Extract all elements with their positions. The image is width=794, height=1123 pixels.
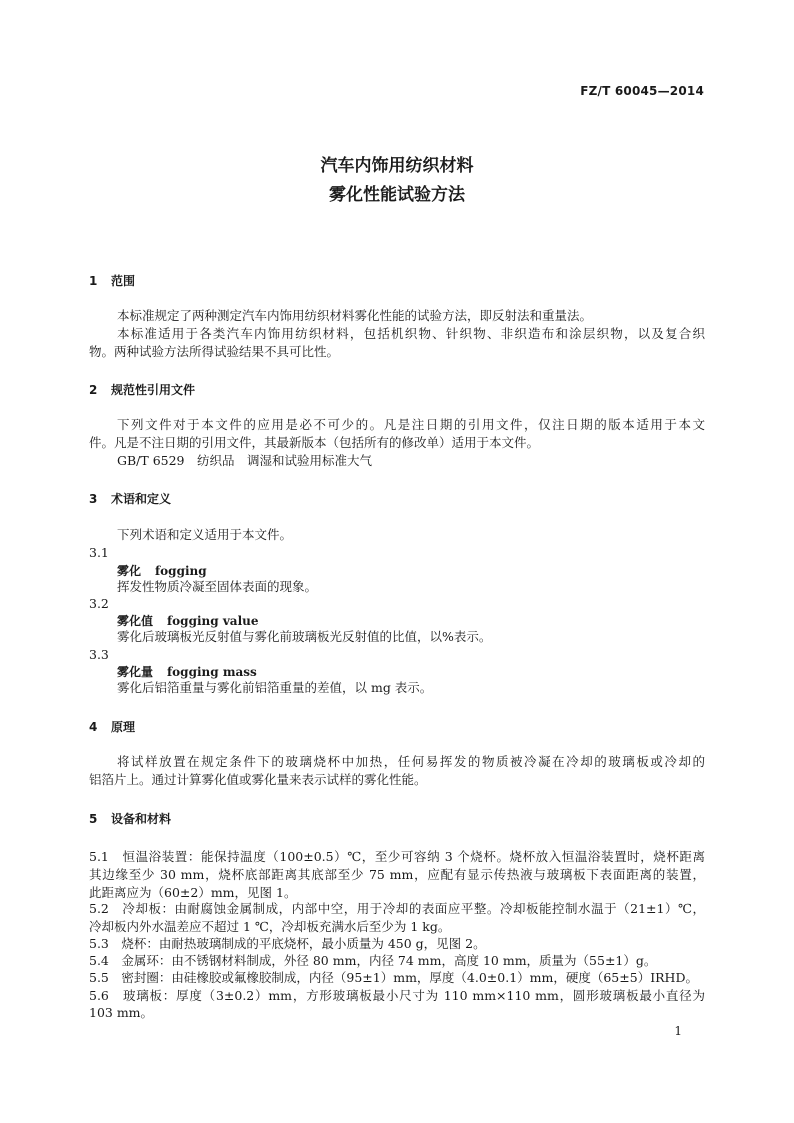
section-1-heading bbox=[89, 272, 135, 289]
clause-5-4: 5.4 金属环：由不锈钢材料制成，外径 80 mm，内径 74 mm，高度 10 mm，质量为（55±1）g。 bbox=[89, 953, 657, 968]
term-definition: 雾化后铝箔重量与雾化前铝箔重量的差值，以 mg 表示。 bbox=[117, 680, 433, 695]
clause-5-1-cont: 其边缘至少 30 mm，烧杯底部距离其底部至少 75 mm，应配有显示传热液与玻璃板下表面距离的装置， bbox=[89, 867, 705, 882]
reference-item: GB/T 6529 纺织品 调湿和试验用标准大气 bbox=[117, 453, 373, 468]
term-definition: 挥发性物质冷凝至固体表面的现象。 bbox=[117, 579, 318, 594]
clause-number: 3.2 bbox=[89, 596, 109, 611]
clause-5-1: 5.1 恒温浴装置：能保持温度（100±0.5）℃，至少可容纳 3 个烧杯。烧杯放入恒温浴装置时，烧杯距离 bbox=[89, 849, 705, 864]
paragraph: 将试样放置在规定条件下的玻璃烧杯中加热，任何易挥发的物质被冷凝在冷却的玻璃板或冷却的 bbox=[117, 754, 705, 769]
standard-code: FZ/T 60045—2014 bbox=[580, 84, 704, 98]
term-en: fogging mass bbox=[167, 665, 257, 679]
section-title: 范围 bbox=[111, 274, 136, 288]
section-title: 规范性引用文件 bbox=[111, 383, 196, 397]
clause-5-5: 5.5 密封圈：由硅橡胶或氟橡胶制成，内径（95±1）mm，厚度（4.0±0.1）mm，硬度（65±5）IRHD。 bbox=[89, 970, 698, 985]
section-5-heading bbox=[89, 810, 171, 827]
page-number: 1 bbox=[674, 1024, 682, 1038]
term-en: fogging bbox=[155, 564, 207, 578]
section-number: 5 bbox=[89, 812, 98, 826]
paragraph: 下列文件对于本文件的应用是必不可少的。凡是注日期的引用文件，仅注日期的版本适用于本文 bbox=[117, 417, 705, 432]
section-number: 4 bbox=[89, 720, 98, 734]
paragraph: 铝箔片上。通过计算雾化值或雾化量来表示试样的雾化性能。 bbox=[89, 772, 427, 787]
clause-5-2: 5.2 冷却板：由耐腐蚀金属制成，内部中空，用于冷却的表面应平整。冷却板能控制水温于（21±1）℃， bbox=[89, 901, 705, 916]
clause-5-6: 5.6 玻璃板：厚度（3±0.2）mm，方形玻璃板最小尺寸为 110 mm×110 mm，圆形玻璃板最小直径为 bbox=[89, 988, 705, 1003]
section-title: 设备和材料 bbox=[111, 812, 172, 826]
term-cn: 雾化值 bbox=[117, 614, 154, 628]
clause-5-3: 5.3 烧杯：由耐热玻璃制成的平底烧杯，最小质量为 450 g，见图 2。 bbox=[89, 936, 486, 951]
document-title-line2: 雾化性能试验方法 bbox=[329, 185, 465, 205]
section-title: 原理 bbox=[111, 720, 136, 734]
clause-number: 3.3 bbox=[89, 647, 109, 662]
term-cn: 雾化量 bbox=[117, 665, 154, 679]
clause-5-1-cont: 此距离应为（60±2）mm，见图 1。 bbox=[89, 885, 297, 900]
term-definition: 雾化后玻璃板光反射值与雾化前玻璃板光反射值的比值，以%表示。 bbox=[117, 629, 492, 644]
document-title-line1: 汽车内饰用纺织材料 bbox=[320, 156, 474, 176]
clause-5-6-cont: 103 mm。 bbox=[89, 1005, 154, 1020]
term-cn: 雾化 bbox=[117, 564, 142, 578]
paragraph: 下列术语和定义适用于本文件。 bbox=[117, 527, 293, 542]
clause-5-2-cont: 冷却板内外水温差应不超过 1 ℃，冷却板充满水后至少为 1 kg。 bbox=[89, 919, 451, 934]
section-2-heading bbox=[89, 381, 195, 398]
paragraph: 本标准适用于各类汽车内饰用纺织材料，包括机织物、针织物、非织造布和涂层织物，以及复合织 bbox=[117, 326, 705, 341]
section-title: 术语和定义 bbox=[111, 492, 172, 506]
section-3-heading bbox=[89, 490, 171, 507]
paragraph: 件。凡是不注日期的引用文件，其最新版本（包括所有的修改单）适用于本文件。 bbox=[89, 435, 540, 450]
section-number: 2 bbox=[89, 383, 98, 397]
paragraph: 物。两种试验方法所得试验结果不具可比性。 bbox=[89, 344, 340, 359]
section-number: 3 bbox=[89, 492, 98, 506]
term-en: fogging value bbox=[167, 614, 259, 628]
paragraph: 本标准规定了两种测定汽车内饰用纺织材料雾化性能的试验方法，即反射法和重量法。 bbox=[117, 308, 593, 323]
section-4-heading bbox=[89, 718, 135, 735]
clause-number: 3.1 bbox=[89, 545, 109, 560]
section-number: 1 bbox=[89, 274, 98, 288]
